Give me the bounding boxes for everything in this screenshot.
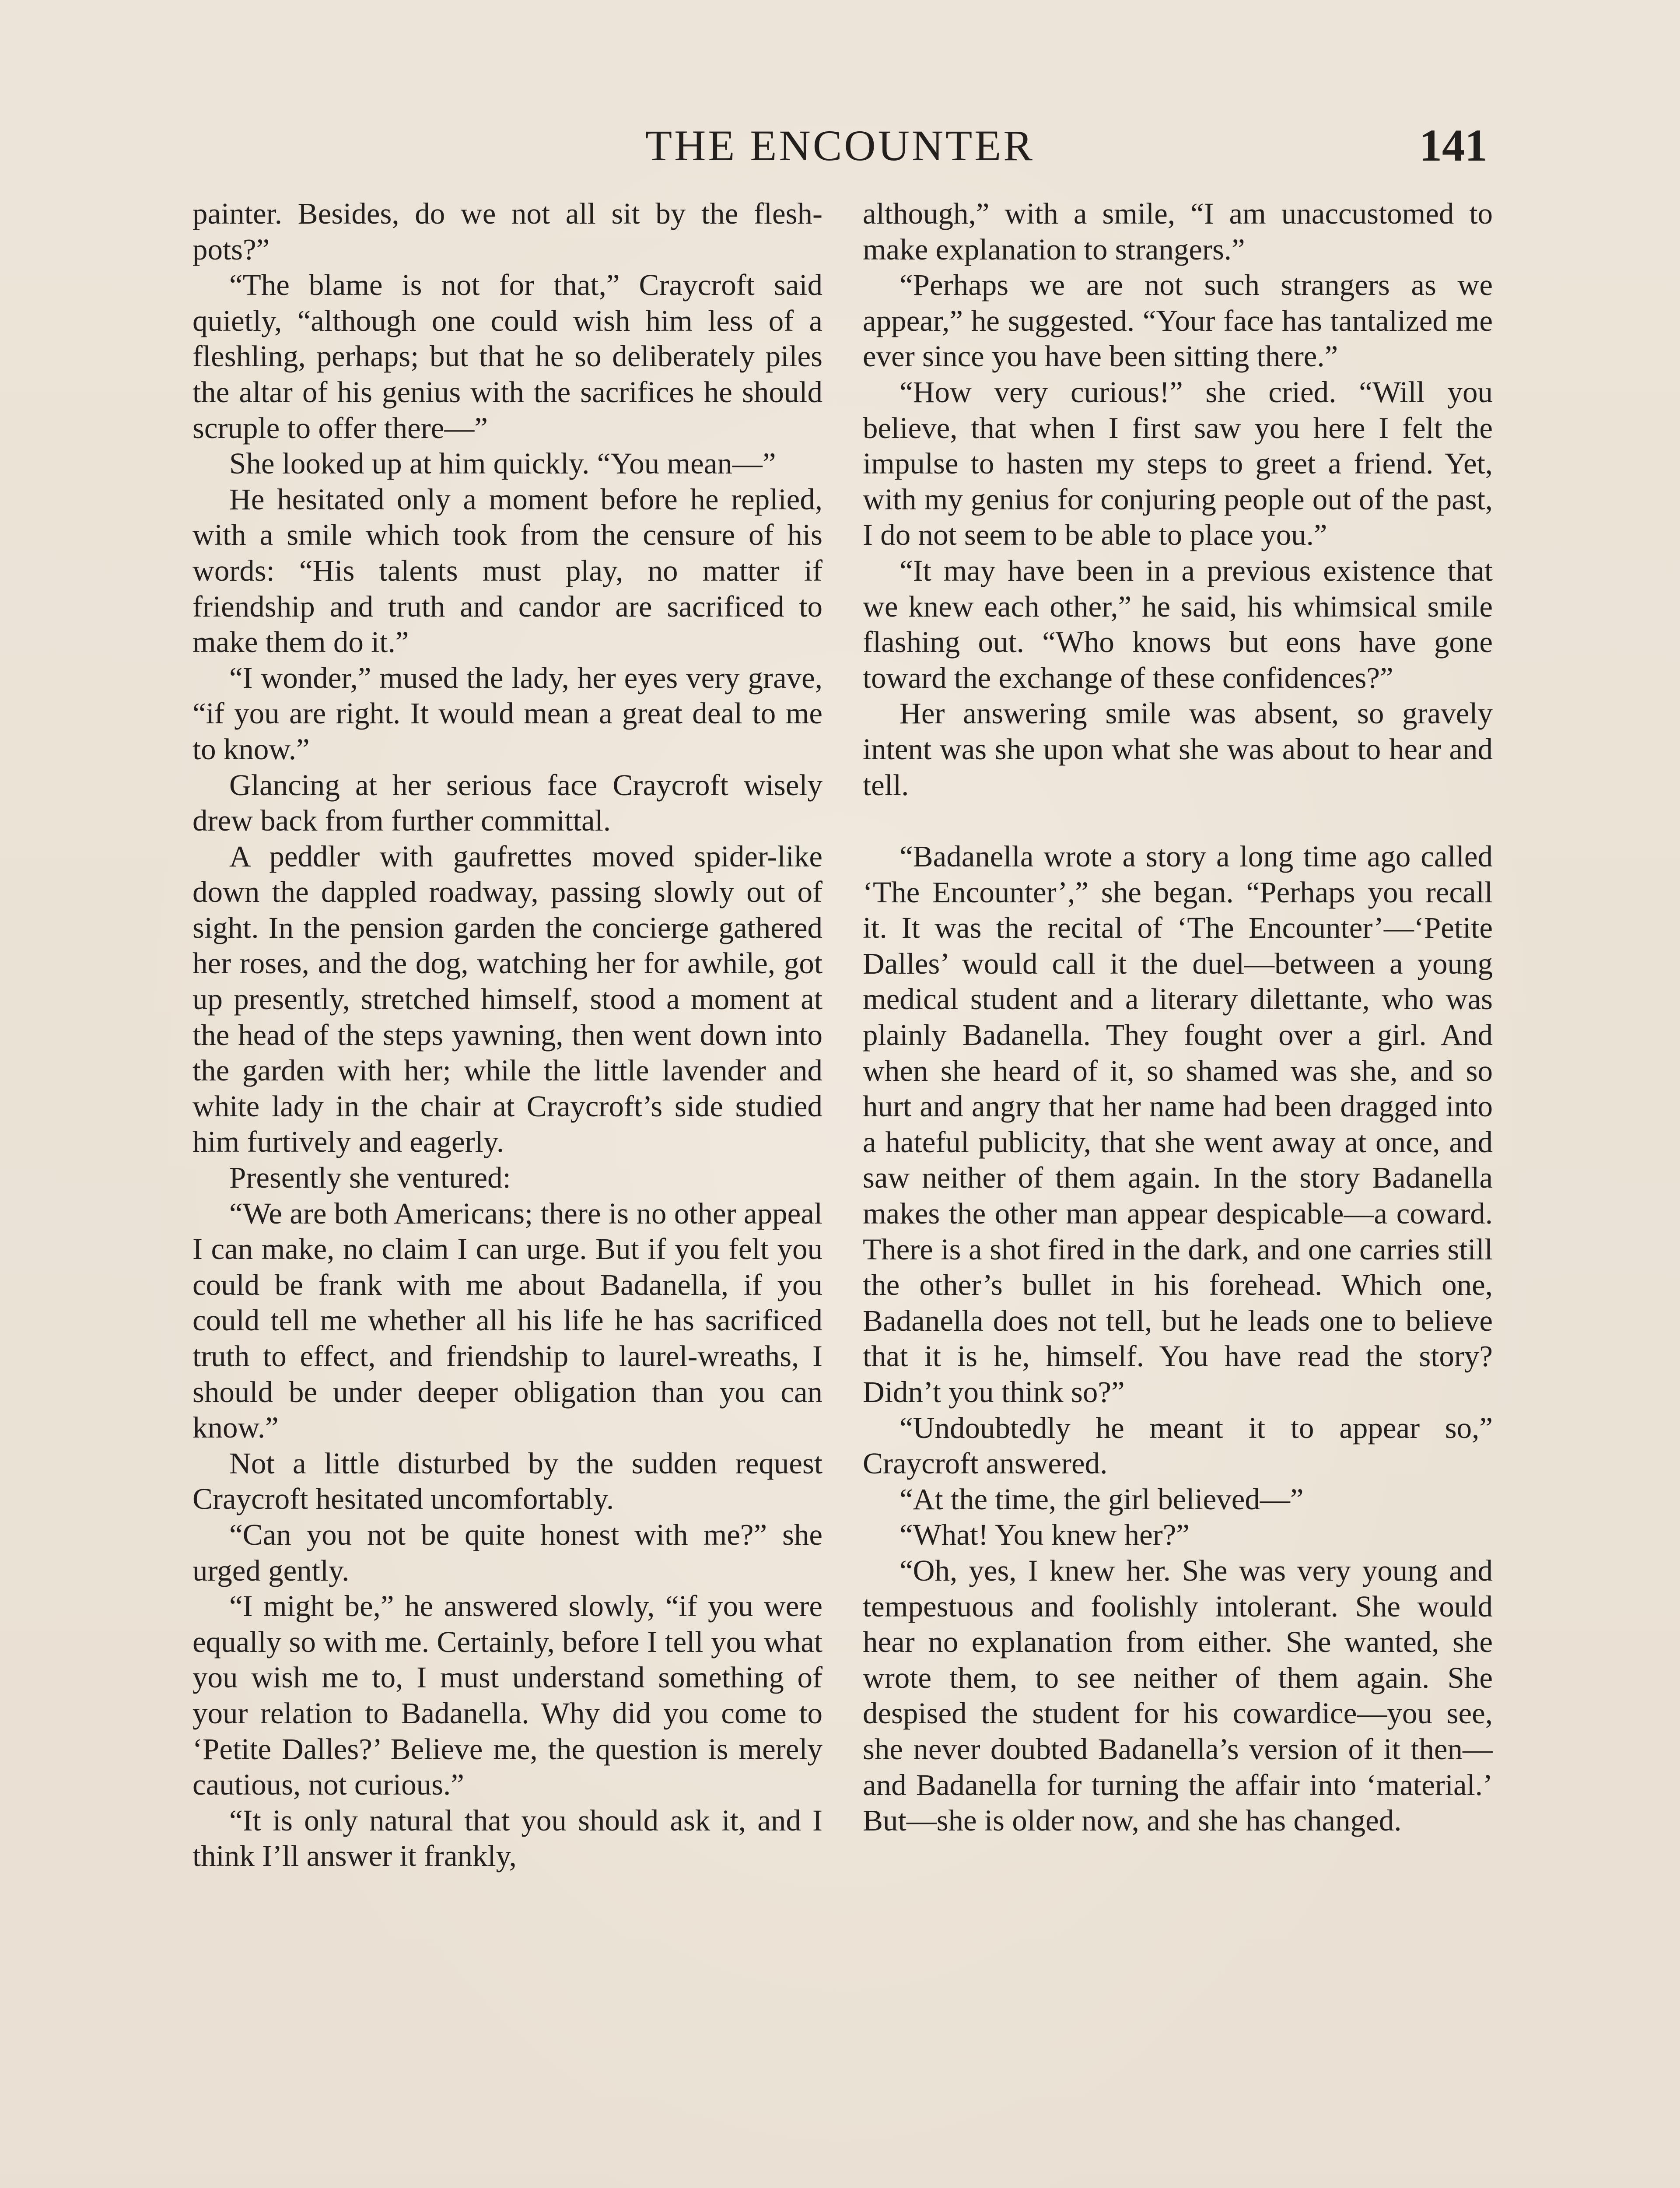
paragraph: “We are both Americans; there is no other appeal I can make, no claim I can urge. But if you felt you could be frank with me about Badanella, if you could tell me whether all his life he has sacrificed truth to effect, and friendship to laurel-wreaths, I should be under deeper obligation than you can know.” xyxy=(192,1196,822,1445)
paragraph: Not a little disturbed by the sudden request Craycroft hesitated uncomfortably. xyxy=(192,1446,822,1516)
paragraph: “It is only natural that you should ask it, and I think I’ll answer it frankly, xyxy=(192,1803,822,1873)
paragraph: “What! You knew her?” xyxy=(900,1518,1190,1552)
paragraph: Presently she ventured: xyxy=(229,1161,511,1195)
paragraph: “The blame is not for that,” Craycroft said quietly, “although one could wish him less of a fleshling, perhaps; but that he so deliberately piles the altar of his genius with the sacrifices he should scruple to offer there—” xyxy=(192,268,822,445)
paragraph: “I might be,” he answered slowly, “if you were equally so with me. Certainly, before I tell you what you wish me to, I must understand something of your relation to Badanella. Why did you come to ‘Petite Dalles?’ Believe me, the question is merely cautious, not curious.” xyxy=(192,1589,822,1802)
paragraph: “Badanella wrote a story a long time ago called ‘The Encounter’,” she began. “Perhaps you recall it. It was the recital of ‘The Encounter’—‘Petite Dalles’ would call it the duel—between a young medical student and a literary dilettante, who was plainly Badanella. They fought over a girl. And when she heard of it, so shamed was she, and so hurt and angry that her name had been dragged into a hateful publicity, that she went away at once, and saw neither of them again. In the story Badanella makes the other man appear despicable—a coward. There is a shot fired in the dark, and one carries still the other’s bullet in his forehead. Which one, Badanella does not tell, but he leads one to believe that it is he, himself. You have read the story? Didn’t you think so?” xyxy=(863,840,1493,1409)
running-title: THE ENCOUNTER xyxy=(645,121,1035,170)
paragraph: “Undoubtedly he meant it to appear so,” Craycroft answered. xyxy=(863,1411,1493,1480)
paragraph: “Perhaps we are not such strangers as we appear,” he suggested. “Your face has tantalized me ever since you have been sitting there.” xyxy=(863,268,1493,373)
paragraph: “Oh, yes, I knew her. She was very young and tempestuous and foolishly intolerant. She would hear no explanation from either. She wanted, she wrote them, to see neither of them again. She despised the student for his cowardice—you see, she never doubted Badanella’s version of it then—and Badanella for turning the affair into ‘material.’ But—she is older now, and she has changed. xyxy=(863,1553,1493,1837)
paragraph: Glancing at her serious face Craycroft wisely drew back from further committal. xyxy=(192,768,822,838)
paragraph: painter. Besides, do we not all sit by the flesh-pots?” xyxy=(192,197,822,266)
paragraph: “Can you not be quite honest with me?” she urged gently. xyxy=(192,1518,822,1587)
paragraph: Her answering smile was absent, so gravely intent was she upon what she was about to hear and tell. xyxy=(863,697,1493,802)
page-header xyxy=(192,117,1488,174)
paragraph: She looked up at him quickly. “You mean—” xyxy=(229,447,776,480)
paragraph: “At the time, the girl believed—” xyxy=(900,1482,1304,1516)
right-column xyxy=(863,196,1493,1839)
paragraph: “It may have been in a previous existence that we knew each other,” he said, his whimsical smile flashing out. “Who knows but eons have gone toward the exchange of these confidences?” xyxy=(863,554,1493,694)
paragraph: He hesitated only a moment before he replied, with a smile which took from the censure of his words: “His talents must play, no matter if friendship and truth and candor are sacrificed to make them do it.” xyxy=(192,482,822,659)
paragraph: A peddler with gaufrettes moved spider-like down the dappled roadway, passing slowly out of sight. In the pension garden the concierge gathered her roses, and the dog, watching her for awhile, got up presently, stretched himself, stood a moment at the head of the steps yawning, then went down into the garden with her; while the little lavender and white lady in the chair at Craycroft’s side studied him furtively and eagerly. xyxy=(192,839,822,1159)
paragraph: “How very curious!” she cried. “Will you believe, that when I first saw you here I felt the impulse to hasten my steps to greet a friend. Yet, with my genius for conjuring people out of the past, I do not seem to be able to place you.” xyxy=(863,375,1493,552)
page-number: 141 xyxy=(1419,120,1488,171)
paragraph: although,” with a smile, “I am unaccustomed to make explanation to strangers.” xyxy=(863,197,1493,266)
paragraph: “I wonder,” mused the lady, her eyes very grave, “if you are right. It would mean a great deal to me to know.” xyxy=(192,661,822,766)
left-column xyxy=(192,196,822,1874)
